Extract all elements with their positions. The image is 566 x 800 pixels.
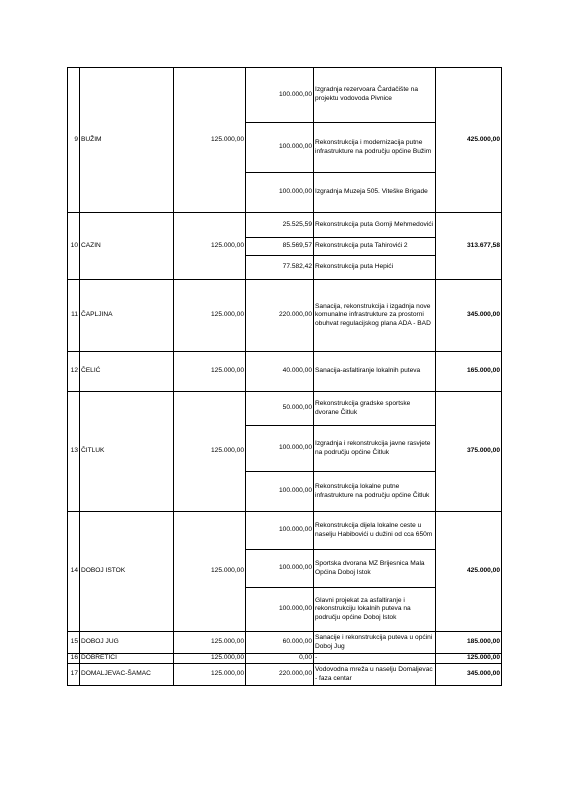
project-amount: 220.000,00 [246,280,314,352]
project-amount: 0,00 [246,654,314,664]
base-amount: 125.000,00 [174,213,246,280]
municipality-name: DOBOJ JUG [80,632,174,654]
total-amount: 313.677,58 [436,213,502,280]
base-amount: 125.000,00 [174,68,246,213]
project-description: Izgradnja Muzeja 505. Viteške Brigade [314,173,436,213]
project-description: Rekonstrukcija dijela lokalne ceste u naselju Habibovići u dužini od cca 650m [314,512,436,550]
row-number: 13 [68,392,80,512]
table-row [68,213,502,238]
project-description: Sanacije i rekonstrukcija puteva u općini Doboj Jug [314,632,436,654]
project-amount: 100.000,00 [246,472,314,512]
project-amount: 25.525,59 [246,213,314,238]
municipality-name: CAZIN [80,213,174,280]
table-row [68,352,502,392]
table-row [68,68,502,123]
project-amount: 100.000,00 [246,173,314,213]
municipality-name: ČAPLJINA [80,280,174,352]
funding-table-body [68,68,502,686]
project-description: Sanacija, rekonstrukcija i izgadnja nove komunalne infrastrukture za prostorni obuhvat regulacijskog plana ADA - BAD [314,280,436,352]
project-description: Sportska dvorana MZ Brijesnica Mala Općina Doboj Istok [314,550,436,588]
project-description: Rekonstrukcija lokalne putne infrastrukture na području općine Čitluk [314,472,436,512]
row-number: 17 [68,664,80,686]
project-amount: 60.000,00 [246,632,314,654]
base-amount: 125.000,00 [174,352,246,392]
project-description: Glavni projekat za asfaltiranje i rekonstrukciju lokalnih puteva na području općine Doboj Istok [314,588,436,632]
table-row [68,280,502,352]
total-amount: 345.000,00 [436,664,502,686]
base-amount: 125.000,00 [174,632,246,654]
municipality-name: BUŽIM [80,68,174,213]
project-description: Sanacija-asfaltiranje lokalnih puteva [314,352,436,392]
project-amount: 100.000,00 [246,512,314,550]
project-amount: 100.000,00 [246,68,314,123]
project-amount: 50.000,00 [246,392,314,426]
project-description: Izgradnja rezervoara Čardačište na projektu vodovoda Pivnice [314,68,436,123]
row-number: 9 [68,68,80,213]
project-amount: 100.000,00 [246,588,314,632]
project-amount: 100.000,00 [246,123,314,173]
total-amount: 375.000,00 [436,392,502,512]
project-description: Vodovodna mreža u naselju Domaljevac - faza centar [314,664,436,686]
municipality-name: DOBOJ ISTOK [80,512,174,632]
project-amount: 220.000,00 [246,664,314,686]
total-amount: 425.000,00 [436,512,502,632]
project-amount: 100.000,00 [246,426,314,472]
municipality-name: ČITLUK [80,392,174,512]
project-description: Rekonstrukcija puta Gornji Mehmedovići [314,213,436,238]
row-number: 12 [68,352,80,392]
total-amount: 165.000,00 [436,352,502,392]
base-amount: 125.000,00 [174,280,246,352]
project-description: - [314,654,436,664]
row-number: 15 [68,632,80,654]
project-description: Rekonstrukcija puta Tahirovići 2 [314,238,436,256]
project-amount: 85.569,57 [246,238,314,256]
total-amount: 345.000,00 [436,280,502,352]
funding-table [67,67,502,686]
project-description: Rekonstrukcija i modernizacija putne infrastrukture na području općine Bužim [314,123,436,173]
total-amount: 425.000,00 [436,68,502,213]
project-description: Izgradnja i rekonstrukcija javne rasvjete na području općine Čitluk [314,426,436,472]
row-number: 10 [68,213,80,280]
row-number: 16 [68,654,80,664]
base-amount: 125.000,00 [174,664,246,686]
total-amount: 185.000,00 [436,632,502,654]
row-number: 11 [68,280,80,352]
municipality-name: DOMALJEVAC-ŠAMAC [80,664,174,686]
table-row [68,664,502,686]
base-amount: 125.000,00 [174,654,246,664]
project-description: Rekonstrukcija puta Hepići [314,256,436,280]
row-number: 14 [68,512,80,632]
project-description: Rekonstrukcija gradske sportske dvorane Čitluk [314,392,436,426]
municipality-name: ČELIĆ [80,352,174,392]
table-row [68,512,502,550]
project-amount: 100.000,00 [246,550,314,588]
project-amount: 77.582,42 [246,256,314,280]
base-amount: 125.000,00 [174,392,246,512]
table-row [68,392,502,426]
total-amount: 125.000,00 [436,654,502,664]
project-amount: 40.000,00 [246,352,314,392]
table-row [68,632,502,654]
table-row [68,654,502,664]
municipality-name: DOBRETIĆI [80,654,174,664]
base-amount: 125.000,00 [174,512,246,632]
